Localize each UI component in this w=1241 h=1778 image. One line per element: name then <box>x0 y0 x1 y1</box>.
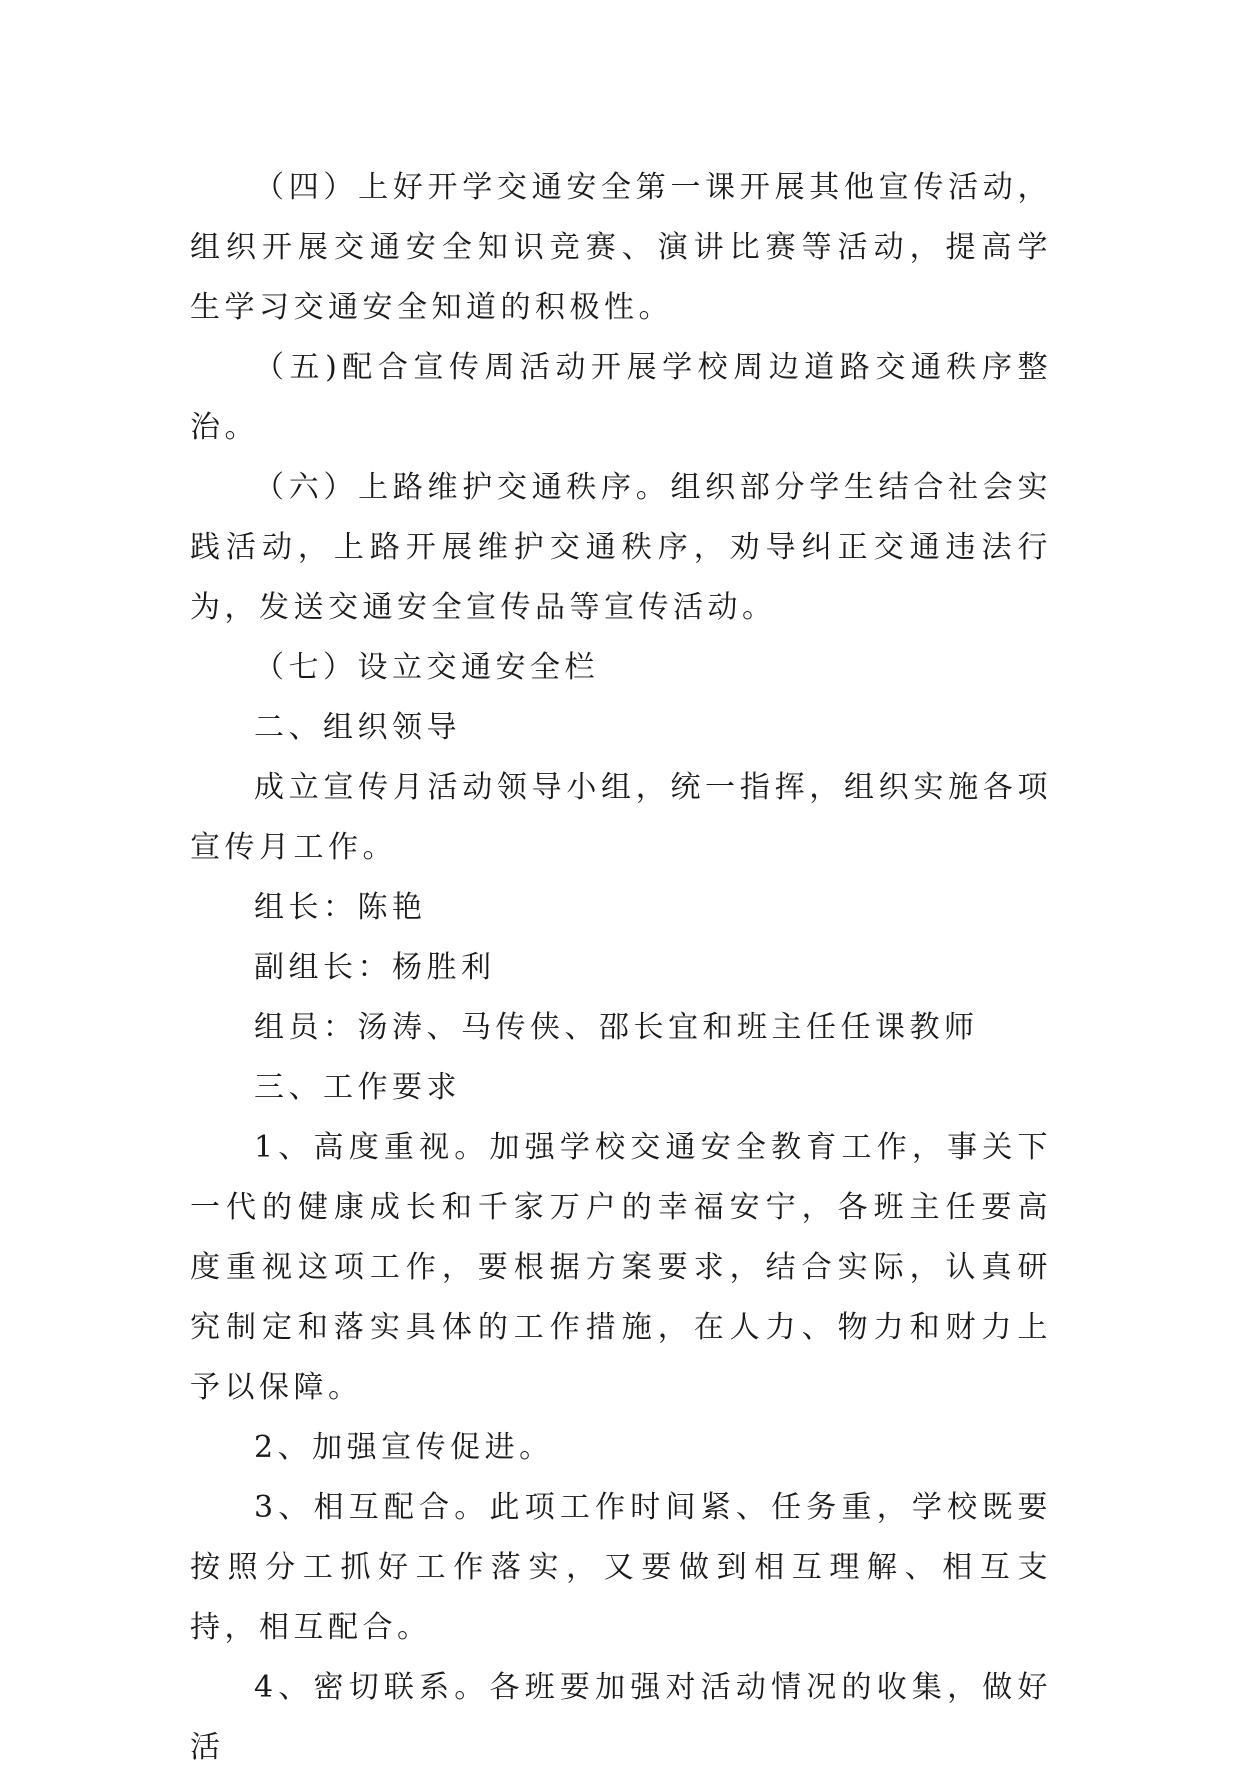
paragraph-requirement-2: 2、加强宣传促进。 <box>254 1430 554 1465</box>
paragraph-section-5: （五)配合宣传周活动开展学校周边道路交通秩序整治。 <box>190 350 1052 445</box>
paragraph-section-6: （六）上路维护交通秩序。组织部分学生结合社会实践活动，上路开展维护交通秩序，劝导纠正交通违法行为，发送交通安全宣传品等宣传活动。 <box>190 470 1052 625</box>
heading-organization: 二、组织领导 <box>254 710 461 745</box>
paragraph-deputy-leader: 副组长：杨胜利 <box>254 950 496 985</box>
document-body <box>190 158 1052 1778</box>
paragraph-requirement-1: 1、高度重视。加强学校交通安全教育工作，事关下一代的健康成长和千家万户的幸福安宁，各班主任要高度重视这项工作，要根据方案要求，结合实际，认真研究制定和落实具体的工作措施，在人力、物力和财力上予以保障。 <box>190 1130 1052 1405</box>
paragraph-section-7: （七）设立交通安全栏 <box>254 650 599 685</box>
paragraph-requirement-3: 3、相互配合。此项工作时间紧、任务重，学校既要按照分工抓好工作落实，又要做到相互理解、相互支持，相互配合。 <box>190 1490 1052 1645</box>
heading-work-requirements: 三、工作要求 <box>254 1070 461 1105</box>
paragraph-section-4: （四）上好开学交通安全第一课开展其他宣传活动，组织开展交通安全知识竞赛、演讲比赛等活动，提高学生学习交通安全知道的积极性。 <box>190 170 1052 325</box>
paragraph-leadership-group: 成立宣传月活动领导小组，统一指挥，组织实施各项宣传月工作。 <box>190 770 1052 865</box>
paragraph-requirement-4: 4、密切联系。各班要加强对活动情况的收集，做好活 <box>190 1670 1052 1765</box>
paragraph-group-leader: 组长：陈艳 <box>254 890 427 925</box>
paragraph-group-members: 组员：汤涛、马传侠、邵长宜和班主任任课教师 <box>254 1010 979 1045</box>
